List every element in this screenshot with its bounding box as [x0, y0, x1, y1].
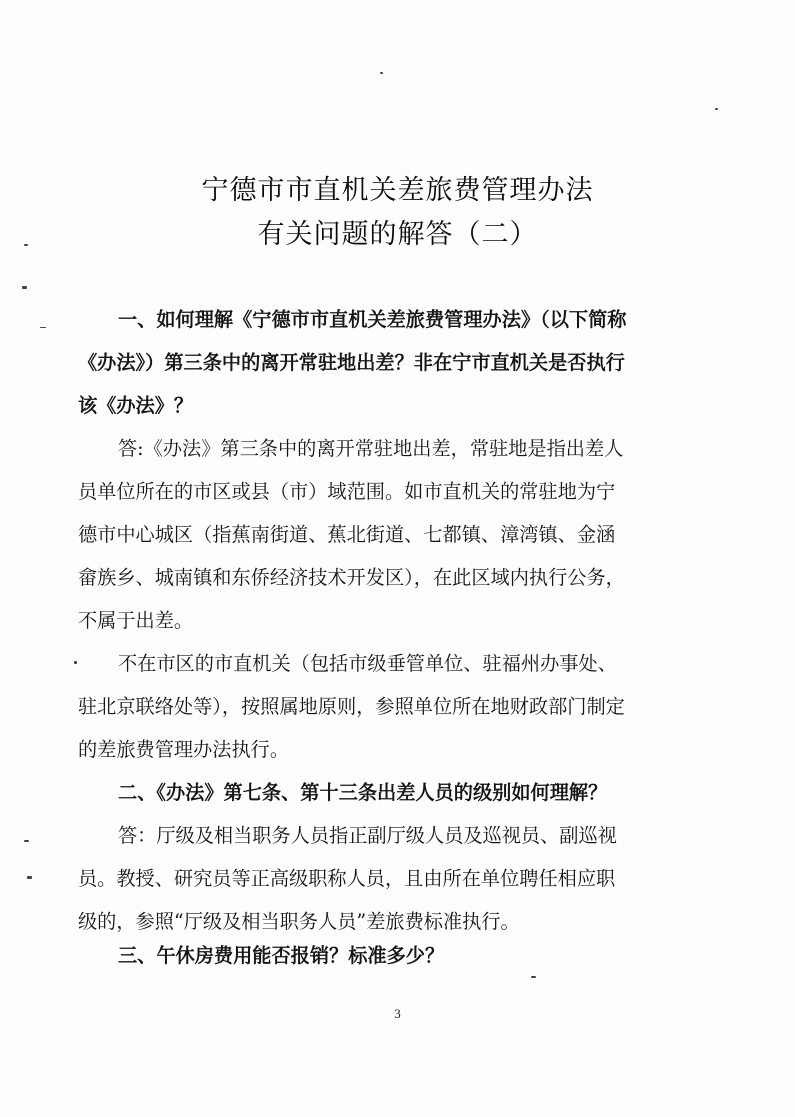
scan-speck	[24, 840, 29, 842]
text-line: 不属于出差。	[78, 609, 194, 632]
text-line: 答:《办法》第三条中的离开常驻地出差，常驻地是指出差人	[118, 437, 624, 460]
text-line: 员单位所在的市区或县（市）域范围。如市直机关的常驻地为宁	[78, 480, 616, 503]
text-line: 驻北京联络处等），按照属地原则，参照单位所在地财政部门制定	[78, 695, 625, 718]
scan-speck	[40, 327, 46, 328]
text-line: 畲族乡、城南镇和东侨经济技术开发区），在此区域内执行公务，	[78, 566, 625, 589]
text-line: 答：厅级及相当职务人员指正副厅级人员及巡视员、副巡视	[118, 824, 617, 847]
text-line: 该《办法》？	[78, 394, 194, 417]
document-title-line2: 有关问题的解答（二）	[257, 219, 538, 250]
text-line: 德市中心城区（指蕉南街道、蕉北街道、七都镇、漳湾镇、金涵	[78, 523, 616, 546]
text-line: 二、《办法》第七条、第十三条出差人员的级别如何理解？	[118, 781, 608, 804]
answer-2	[78, 814, 714, 943]
text-line: 三、午休房费用能否报销？标准多少？	[118, 944, 445, 967]
answer-1b	[78, 642, 714, 771]
scan-speck	[22, 286, 27, 289]
scan-speck	[715, 108, 718, 110]
text-line: 员。教授、研究员等正高级职称人员，且由所在单位聘任相应职	[78, 867, 616, 890]
question-1	[78, 298, 714, 427]
answer-1	[78, 427, 714, 642]
question-2	[78, 771, 714, 814]
text-line: 一、如何理解《宁德市市直机关差旅费管理办法》（以下简称	[118, 308, 627, 331]
scan-speck	[24, 244, 28, 246]
scan-speck	[74, 661, 77, 664]
text-line: 《办法》）第三条中的离开常驻地出差？非在宁市直机关是否执行	[78, 351, 625, 374]
scan-speck	[531, 976, 536, 978]
scan-speck	[380, 72, 383, 74]
document-title-line1: 宁德市市直机关差旅费管理办法	[201, 175, 594, 206]
question-3	[78, 934, 714, 977]
page-number: 3	[394, 1006, 401, 1021]
text-line: 级的，参照“厅级及相当职务人员”差旅费标准执行。	[78, 910, 520, 933]
text-line: 不在市区的市直机关（包括市级垂管单位、驻福州办事处、	[118, 652, 617, 675]
text-line: 的差旅费管理办法执行。	[78, 738, 290, 761]
scan-speck	[27, 876, 32, 879]
